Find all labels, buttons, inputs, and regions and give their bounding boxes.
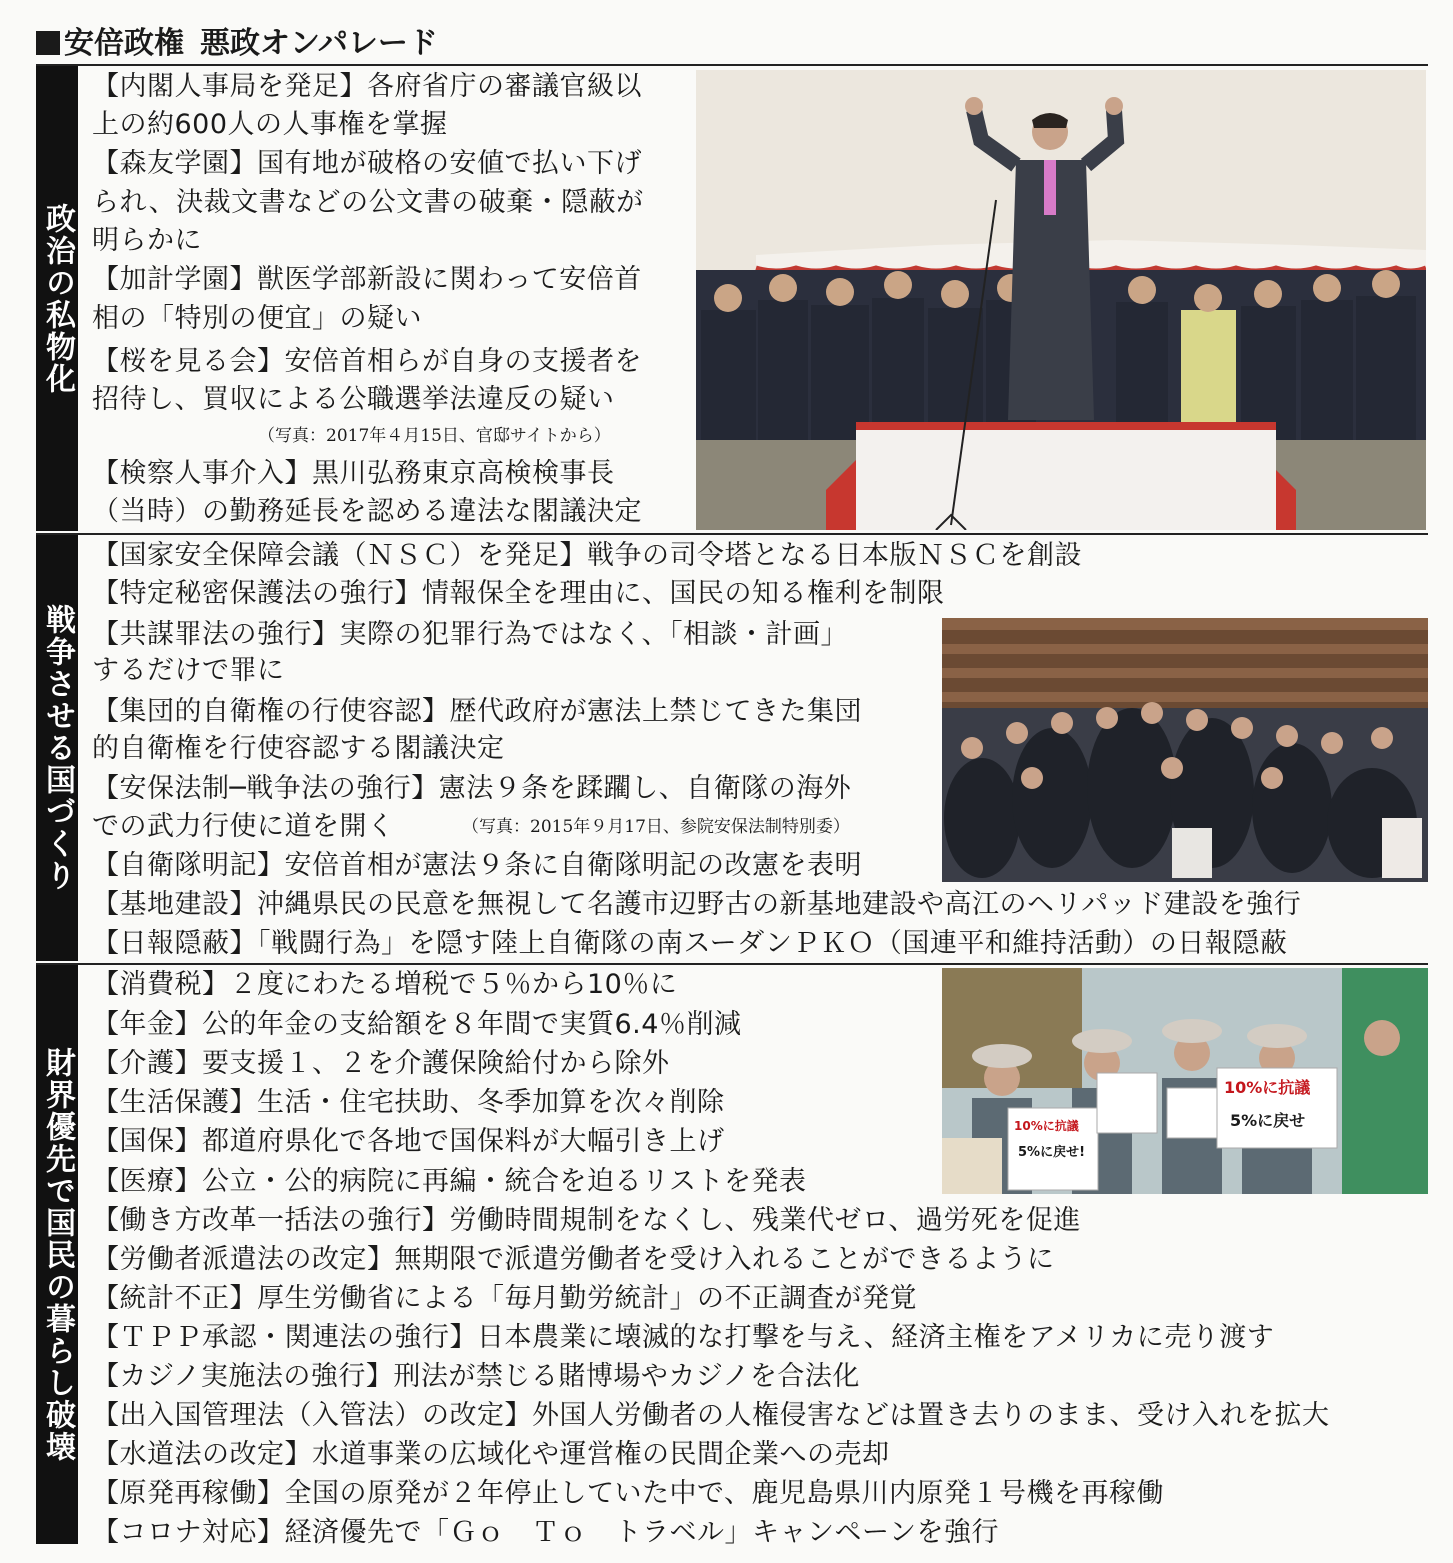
- list-item: するだけで罪に: [92, 655, 285, 686]
- list-item: での武力行使に道を開く: [92, 811, 395, 842]
- list-item: 【コロナ対応】経済優先で「Ｇｏ Ｔｏ トラベル」キャンペーンを強行: [92, 1517, 999, 1548]
- list-item: 【水道法の改定】水道事業の広域化や運営権の民間企業への売却: [92, 1439, 890, 1470]
- title-left: 安倍政権: [64, 26, 184, 61]
- list-item: 【安保法制─戦争法の強行】憲法９条を蹂躙し、自衛隊の海外: [92, 773, 852, 804]
- list-item: 【労働者派遣法の改定】無期限で派遣労働者を受け入れることができるように: [92, 1244, 1055, 1275]
- list-item: 【特定秘密保護法の強行】情報保全を理由に、国民の知る権利を制限: [92, 578, 945, 609]
- sign-text: 10%に抗議: [1224, 1078, 1311, 1097]
- list-item: 的自衛権を行使容認する閣議決定: [92, 733, 505, 764]
- list-item: 【内閣人事局を発足】各府省庁の審議官級以: [92, 71, 642, 102]
- square-bullet-icon: [36, 31, 60, 55]
- list-item: 【日報隠蔽】「戦闘行為」を隠す陸上自衛隊の南スーダンＰＫＯ（国連平和維持活動）の日報隠蔽: [92, 928, 1288, 959]
- list-item: 【消費税】２度にわたる増税で５％から10％に: [92, 969, 678, 1000]
- list-item: 【国保】都道府県化で各地で国保料が大幅引き上げ: [92, 1126, 725, 1157]
- list-item: 【国家安全保障会議（ＮＳＣ）を発足】戦争の司令塔となる日本版ＮＳＣを創設: [92, 540, 1082, 571]
- photo-caption: （写真：2017年４月15日、官邸サイトから）: [258, 426, 611, 446]
- list-item: られ、決裁文書などの公文書の破棄・隠蔽が: [92, 187, 644, 218]
- list-item: 【基地建設】沖縄県民の民意を無視して名護市辺野古の新基地建設や高江のヘリパッド建設を強行: [92, 889, 1302, 920]
- title-right: 悪政オンパレード: [200, 26, 438, 61]
- list-item: 【森友学園】国有地が破格の安値で払い下げ: [92, 148, 642, 179]
- list-item: 【統計不正】厚生労働省による「毎月勤労統計」の不正調査が発覚: [92, 1283, 917, 1314]
- list-item: 【共謀罪法の強行】実際の犯罪行為ではなく、「相談・計画」: [92, 619, 848, 650]
- list-item: 【年金】公的年金の支給額を８年間で実質6.4％削減: [92, 1009, 742, 1040]
- list-item: 【ＴＰＰ承認・関連法の強行】日本農業に壊滅的な打撃を与え、経済主権をアメリカに売り渡す: [92, 1322, 1275, 1353]
- list-item: 【自衛隊明記】安倍首相が憲法９条に自衛隊明記の改憲を表明: [92, 850, 862, 881]
- list-item: 【介護】要支援１、２を介護保険給付から除外: [92, 1048, 670, 1079]
- photo-tax-protest: [942, 968, 1428, 1194]
- sign-text: 5%に戻せ!: [1018, 1145, 1085, 1160]
- list-item: 【出入国管理法（入管法）の改定】外国人労働者の人権侵害などは置き去りのまま、受け入れを拡大: [92, 1400, 1330, 1431]
- divider: [36, 533, 1428, 535]
- section-label-war-state: 戦争させる国づくり: [36, 535, 78, 961]
- list-item: 【生活保護】生活・住宅扶助、冬季加算を次々削除: [92, 1087, 725, 1118]
- list-item: 【集団的自衛権の行使容認】歴代政府が憲法上禁じてきた集団: [92, 696, 862, 727]
- list-item: 【医療】公立・公的病院に再編・統合を迫るリストを発表: [92, 1166, 807, 1197]
- list-item: 【加計学園】獣医学部新設に関わって安倍首: [92, 264, 642, 295]
- list-item: 【検察人事介入】黒川弘務東京高検検事長: [92, 458, 615, 489]
- list-item: 上の約600人の人事権を掌握: [92, 109, 448, 140]
- list-item: 相の「特別の便宜」の疑い: [92, 303, 422, 334]
- page-title: [36, 24, 438, 64]
- list-item: 明らかに: [92, 225, 202, 256]
- sign-text: 5%に戻せ: [1230, 1111, 1306, 1130]
- photo-diet-committee: [942, 618, 1428, 882]
- list-item: 【桜を見る会】安倍首相らが自身の支援者を: [92, 346, 642, 377]
- section-label-political-privatization: 政治の私物化: [36, 66, 78, 531]
- list-item: 招待し、買収による公職選挙法違反の疑い: [92, 384, 615, 415]
- divider: [36, 64, 1428, 66]
- divider: [36, 963, 1428, 965]
- photo-cherry-blossom-party: [696, 70, 1426, 530]
- sign-text: 10%に抗議: [1014, 1119, 1079, 1133]
- list-item: 【原発再稼働】全国の原発が２年停止していた中で、鹿児島県川内原発１号機を再稼働: [92, 1478, 1164, 1509]
- list-item: 【働き方改革一括法の強行】労働時間規制をなくし、残業代ゼロ、過労死を促進: [92, 1205, 1081, 1236]
- section-label-livelihood: 財界優先で国民の暮らし破壊: [36, 965, 78, 1544]
- list-item: （当時）の勤務延長を認める違法な閣議決定: [92, 496, 642, 527]
- list-item: 【カジノ実施法の強行】刑法が禁じる賭博場やカジノを合法化: [92, 1361, 860, 1392]
- photo-caption: （写真：2015年９月17日、参院安保法制特別委）: [462, 817, 850, 837]
